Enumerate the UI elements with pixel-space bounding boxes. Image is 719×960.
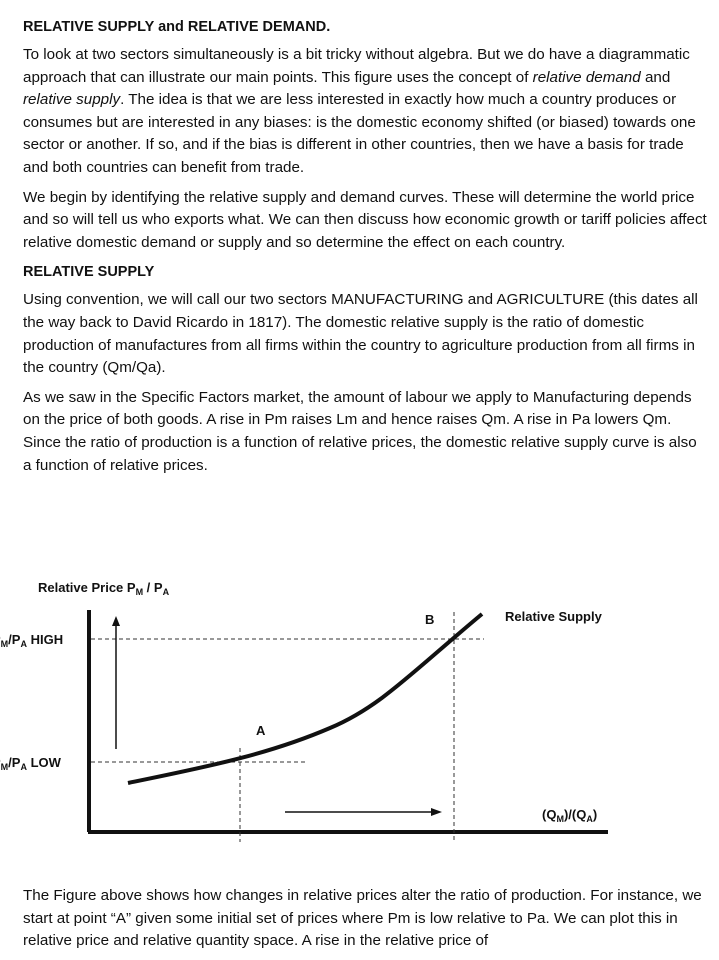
document-page bbox=[23, 16, 707, 484]
paragraph-intro bbox=[23, 44, 707, 180]
point-b-label: B bbox=[425, 612, 435, 627]
x-axis-label: $(Q_M)/(Q_A)$ bbox=[542, 807, 598, 824]
paragraph-convention: Using convention, we will call our two sectors MANUFACTURING and AGRICULTURE (this dates all the way back to David Ricardo in 1817). The domestic relative supply is the ratio of domestic production of manufactures from all firms within the country to agriculture production from all firms in the country (Qm/Qa). bbox=[23, 291, 698, 377]
intro-text-c: . The idea is that we are less interested in exactly how much a country produces or consumes but are interested in any biases: is the domestic economy shifted (or biased) towards one sector or another. If so, and if the bias is different in other countries, then we have a basis for trade and both countries can benefit from trade. bbox=[23, 91, 696, 176]
term-relative-supply: relative supply bbox=[23, 91, 121, 109]
high-price-label: $_M/P_A$ HIGH bbox=[0, 632, 64, 649]
quantity-rise-arrow-head bbox=[431, 808, 442, 816]
section-heading-relative-supply: RELATIVE SUPPLY bbox=[23, 264, 155, 281]
low-price-label: $_M/P_A$ LOW bbox=[0, 755, 61, 772]
curve-label: Relative Supply bbox=[505, 609, 602, 624]
paragraph-figure-explanation: The Figure above shows how changes in relative prices alter the ratio of production. For instance, we start at point “A” given some initial set of prices where Pm is low relative to Pa. We can plot this in relative price and relative quantity space. A rise in the relative price of bbox=[23, 887, 702, 950]
intro-text-b: and bbox=[640, 68, 671, 86]
relative-supply-diagram bbox=[0, 570, 719, 850]
paragraph-specific-factors: As we saw in the Specific Factors market, the amount of labour we apply to Manufacturing depends on the price of both goods. A rise in Pm raises Lm and hence raises Qm. A rise in Pa lowers Qm. Since the ratio of production is a function of relative prices, the domestic relative supply curve is also a function of relative prices. bbox=[23, 388, 697, 474]
bottom-text bbox=[23, 885, 707, 960]
paragraph-curves: We begin by identifying the relative supply and demand curves. These will determine the world price and so will tell us who exports what. We can then discuss how economic growth or tariff policies affect relative domestic demand or supply and so determine the effect on each country. bbox=[23, 188, 707, 251]
doc-title: RELATIVE SUPPLY and RELATIVE DEMAND. bbox=[23, 19, 331, 35]
term-relative-demand: relative demand bbox=[532, 68, 641, 86]
point-a-label: A bbox=[256, 723, 266, 738]
intro-text-a: To look at two sectors simultaneously is a bit tricky without algebra. But we do have a diagrammatic approach that can illustrate our main points. This figure uses the concept of bbox=[23, 46, 690, 86]
price-rise-arrow-head bbox=[112, 616, 120, 626]
y-axis-label: Relative Price $P_M / P_A$ bbox=[38, 580, 170, 597]
